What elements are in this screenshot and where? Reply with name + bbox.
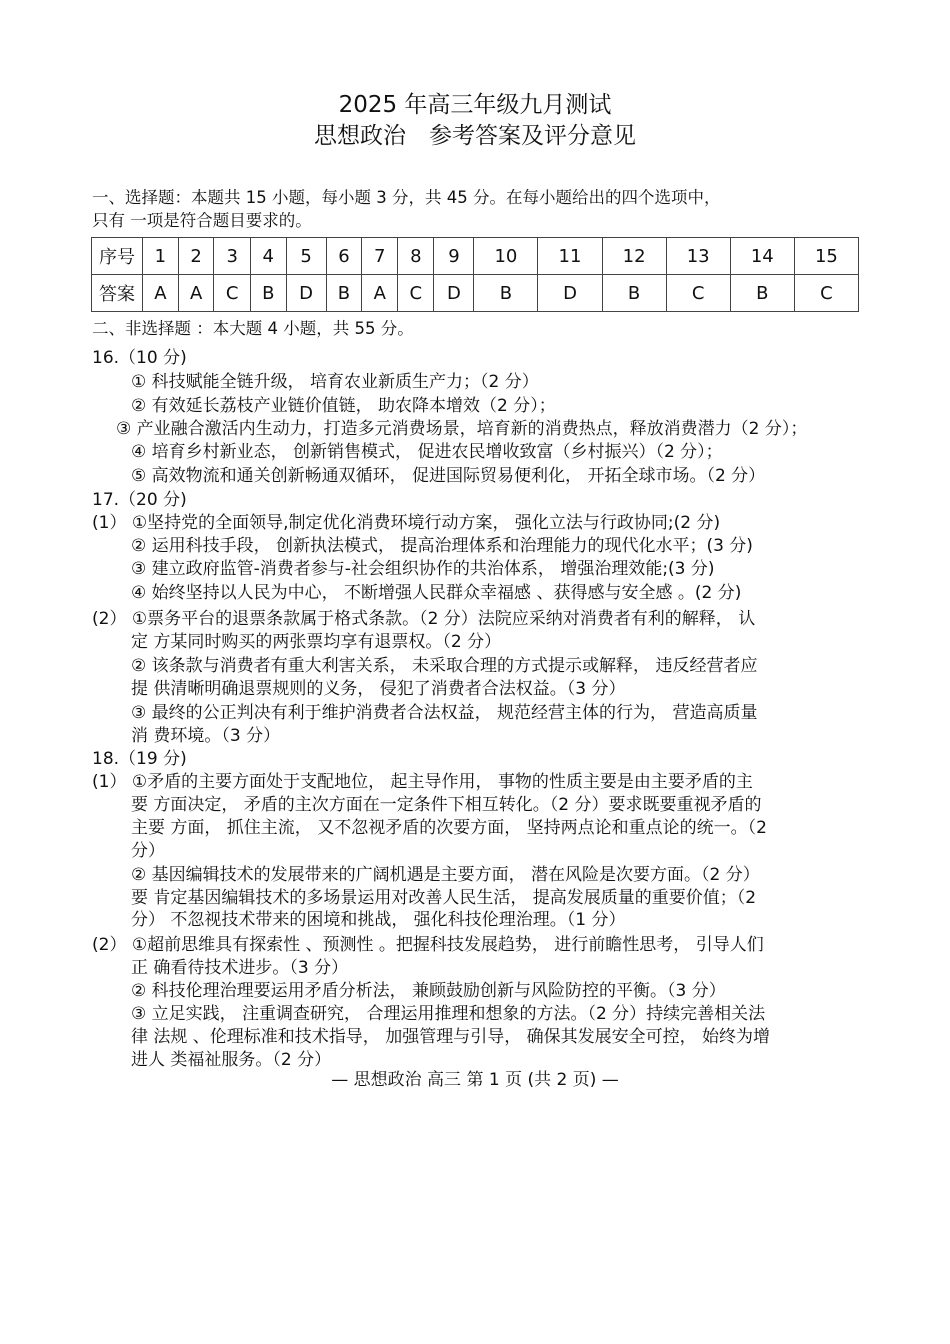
answer-cell: B	[326, 275, 362, 312]
q17-part2-line: 定 方某同时购买的两张票均享有退票权。（2 分）	[131, 632, 502, 652]
answer-cell: C	[214, 275, 250, 312]
q17-part1-line: ④ 始终坚持以人民为中心， 不断增强人民群众幸福感 、获得感与安全感 。(2 分)	[131, 583, 742, 603]
q18-part1-line: 分）	[131, 841, 165, 861]
answer-cell: D	[538, 275, 602, 312]
answer-cell: C	[398, 275, 434, 312]
answer-cell: D	[286, 275, 326, 312]
answer-cell: C	[666, 275, 730, 312]
section1-line2: 只有 一项是符合题目要求的。	[92, 211, 312, 230]
answer-cell: B	[730, 275, 794, 312]
section1-instructions	[92, 186, 872, 232]
q18-part2-line: 律 法规 、伦理标准和技术指导， 加强管理与引导， 确保其发展安全可控， 始终为增	[131, 1027, 771, 1047]
q17-part2-line: ③ 最终的公正判决有利于维护消费者合法权益， 规范经营主体的行为， 营造高质量	[131, 703, 758, 723]
answer-cell: B	[474, 275, 538, 312]
q18-part2-line: ③ 立足实践， 注重调查研究， 合理运用推理和想象的方法。（2 分）持续完善相关法	[131, 1004, 766, 1024]
page-subtitle: 思想政治 参考答案及评分意见	[314, 123, 636, 149]
q16-point-5: ⑤ 高效物流和通关创新畅通双循环， 促进国际贸易便利化， 开拓全球市场。（2 分）	[131, 466, 766, 486]
question-number-cell: 2	[178, 238, 214, 275]
page-footer: — 思想政治 高三 第 1 页 (共 2 页) —	[331, 1070, 619, 1090]
q18-part1-line: 要 肯定基因编辑技术的多场景运用对改善人民生活， 提高发展质量的重要价值；（2	[131, 888, 757, 908]
answer-cell: A	[362, 275, 398, 312]
q18-part2-line: 进人 类福祉服务。（2 分）	[131, 1050, 332, 1070]
question-number-cell: 13	[666, 238, 730, 275]
q18-part1-line: 主要 方面， 抓住主流， 又不忽视矛盾的次要方面， 坚持两点论和重点论的统一。（2	[131, 818, 767, 838]
q17-part2-line: 消 费环境。（3 分）	[131, 726, 281, 746]
q17-part1-line: (1） ①坚持党的全面领导,制定优化消费环境行动方案， 强化立法与行政协同;(2 分)	[92, 513, 721, 533]
question-number-cell: 15	[794, 238, 858, 275]
q18-part1-line: 分） 不忽视技术带来的困境和挑战， 强化科技伦理治理。（1 分）	[131, 910, 626, 930]
row-header-number: 序号	[92, 238, 143, 275]
answer-cell: A	[178, 275, 214, 312]
question-number-cell: 5	[286, 238, 326, 275]
q18-part2-line: 正 确看待技术进步。（3 分）	[131, 958, 349, 978]
q17-heading: 17.（20 分)	[92, 490, 187, 510]
q18-part1-line: ② 基因编辑技术的发展带来的广阔机遇是主要方面， 潜在风险是次要方面。（2 分）	[131, 865, 760, 885]
answer-cell: C	[794, 275, 858, 312]
q16-point-4: ④ 培育乡村新业态， 创新销售模式， 促进农民增收致富（乡村振兴）（2 分）；	[131, 442, 723, 462]
answer-table-number-row	[92, 238, 859, 275]
q18-part1-line: (1） ①矛盾的主要方面处于支配地位， 起主导作用， 事物的性质主要是由主要矛盾的主	[92, 772, 753, 792]
page-title: 2025 年高三年级九月测试	[338, 92, 612, 118]
question-number-cell: 1	[143, 238, 179, 275]
q17-part1-line: ② 运用科技手段， 创新执法模式， 提高治理体系和治理能力的现代化水平；(3 分)	[131, 536, 753, 556]
q16-heading: 16.（10 分)	[92, 348, 187, 368]
answer-cell: B	[602, 275, 666, 312]
q16-point-2: ② 有效延长荔枝产业链价值链， 助农降本增效（2 分）；	[131, 396, 556, 416]
question-number-cell: 9	[434, 238, 474, 275]
q17-part2-line: 提 供清晰明确退票规则的义务， 侵犯了消费者合法权益。（3 分）	[131, 679, 626, 699]
answer-cell: A	[143, 275, 179, 312]
q18-heading: 18.（19 分)	[92, 749, 187, 769]
answer-table-answer-row	[92, 275, 859, 312]
question-number-cell: 12	[602, 238, 666, 275]
section1-line1: 一、选择题：本题共 15 小题，每小题 3 分，共 45 分。在每小题给出的四个选项中，	[92, 188, 721, 207]
answer-cell: D	[434, 275, 474, 312]
row-header-answer: 答案	[92, 275, 143, 312]
q18-part2-line: (2） ①超前思维具有探索性 、预测性 。把握科技发展趋势， 进行前瞻性思考， 引导人们	[92, 935, 764, 955]
question-number-cell: 4	[250, 238, 286, 275]
question-number-cell: 11	[538, 238, 602, 275]
question-number-cell: 6	[326, 238, 362, 275]
question-number-cell: 3	[214, 238, 250, 275]
answer-table	[91, 237, 859, 312]
q16-point-1: ① 科技赋能全链升级， 培育农业新质生产力；（2 分）	[131, 372, 539, 392]
question-number-cell: 10	[474, 238, 538, 275]
q18-part2-line: ② 科技伦理治理要运用矛盾分析法， 兼顾鼓励创新与风险防控的平衡。（3 分）	[131, 981, 726, 1001]
q17-part2-line: (2） ①票务平台的退票条款属于格式条款。（2 分）法院应采纳对消费者有利的解释， 认	[92, 609, 756, 629]
question-number-cell: 8	[398, 238, 434, 275]
question-number-cell: 7	[362, 238, 398, 275]
section2-heading: 二、非选择题 ：本大题 4 小题，共 55 分。	[92, 319, 414, 338]
q17-part2-line: ② 该条款与消费者有重大利害关系， 未采取合理的方式提示或解释， 违反经营者应	[131, 656, 758, 676]
q18-part1-line: 要 方面决定， 矛盾的主次方面在一定条件下相互转化。（2 分）要求既要重视矛盾的	[131, 795, 762, 815]
q16-point-3: ③ 产业融合激活内生动力，打造多元消费场景，培育新的消费热点，释放消费潜力（2 分）；	[116, 419, 808, 439]
answer-cell: B	[250, 275, 286, 312]
question-number-cell: 14	[730, 238, 794, 275]
q17-part1-line: ③ 建立政府监管-消费者参与-社会组织协作的共治体系， 增强治理效能;(3 分)	[131, 559, 715, 579]
